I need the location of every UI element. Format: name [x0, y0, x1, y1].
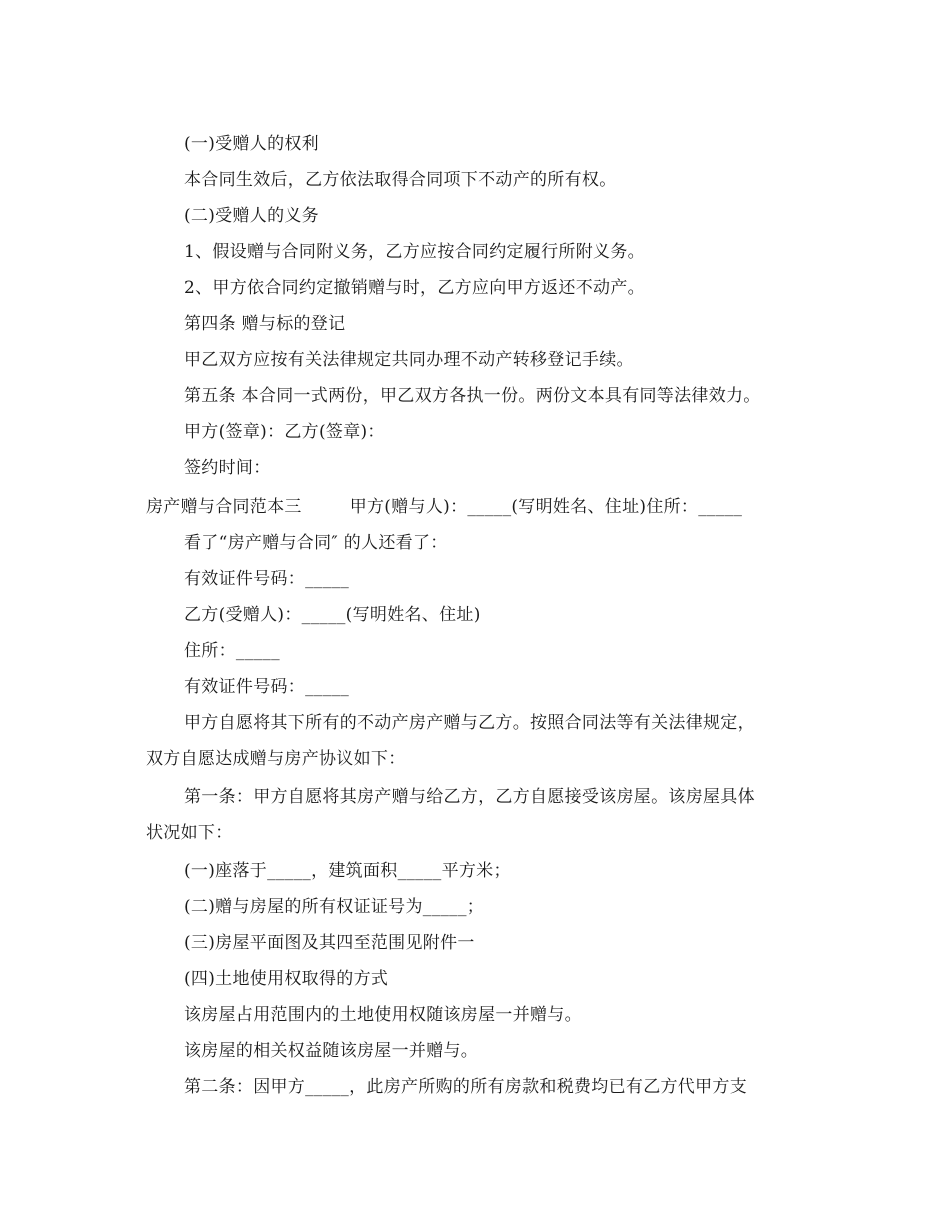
section-heading: 第五条 本合同一式两份，甲乙双方各执一份。两份文本具有同等法律效力。 [184, 386, 761, 406]
text-line: 2、甲方依合同约定撤销赠与时，乙方应向甲方返还不动产。 [184, 278, 645, 298]
text-line: (一)座落于_____，建筑面积_____平方米； [184, 861, 511, 881]
text-line: 甲乙双方应按有关法律规定共同办理不动产转移登记手续。 [184, 350, 634, 370]
document-title-row [146, 496, 742, 518]
document-title: 房产赠与合同范本三 [146, 497, 302, 517]
text-line: (三)房屋平面图及其四至范围见附件一 [184, 933, 475, 953]
text-line: 住所：_____ [184, 641, 280, 661]
text-line: 看了“房产赠与合同″ 的人还看了： [184, 533, 448, 553]
text-line: 有效证件号码：_____ [184, 677, 350, 697]
text-line: (二)受赠人的义务 [184, 206, 319, 226]
date-line: 签约时间： [184, 458, 271, 478]
text-line: 1、假设赠与合同附义务，乙方应按合同约定履行所附义务。 [184, 242, 645, 262]
paragraph-continuation: 双方自愿达成赠与房产协议如下： [146, 749, 406, 769]
text-line: 本合同生效后，乙方依法取得合同项下不动产的所有权。 [184, 170, 617, 190]
text-line: 乙方(受赠人)：_____(写明姓名、住址) [184, 605, 481, 625]
text-line: 该房屋占用范围内的土地使用权随该房屋一并赠与。 [184, 1005, 582, 1025]
text-line: (四)土地使用权取得的方式 [184, 969, 389, 989]
paragraph-first-line: 第一条：甲方自愿将其房产赠与给乙方，乙方自愿接受该房屋。该房屋具体 [184, 787, 755, 807]
text-line: 该房屋的相关权益随该房屋一并赠与。 [184, 1041, 479, 1061]
text-line: (一)受赠人的权利 [184, 134, 319, 154]
party-a-line: 甲方(赠与人)：_____(写明姓名、住址)住所：_____ [349, 497, 743, 517]
text-line: 第二条：因甲方_____，此房产所购的所有房款和税费均已有乙方代甲方支 [184, 1077, 747, 1097]
paragraph-first-line: 甲方自愿将其下所有的不动产房产赠与乙方。按照合同法等有关法律规定， [184, 713, 755, 733]
paragraph-continuation: 状况如下： [146, 823, 233, 843]
signature-line: 甲方(签章)：乙方(签章)： [184, 422, 385, 442]
text-line: (二)赠与房屋的所有权证证号为_____； [184, 897, 485, 917]
text-line: 有效证件号码：_____ [184, 569, 350, 589]
section-heading: 第四条 赠与标的登记 [184, 314, 346, 334]
